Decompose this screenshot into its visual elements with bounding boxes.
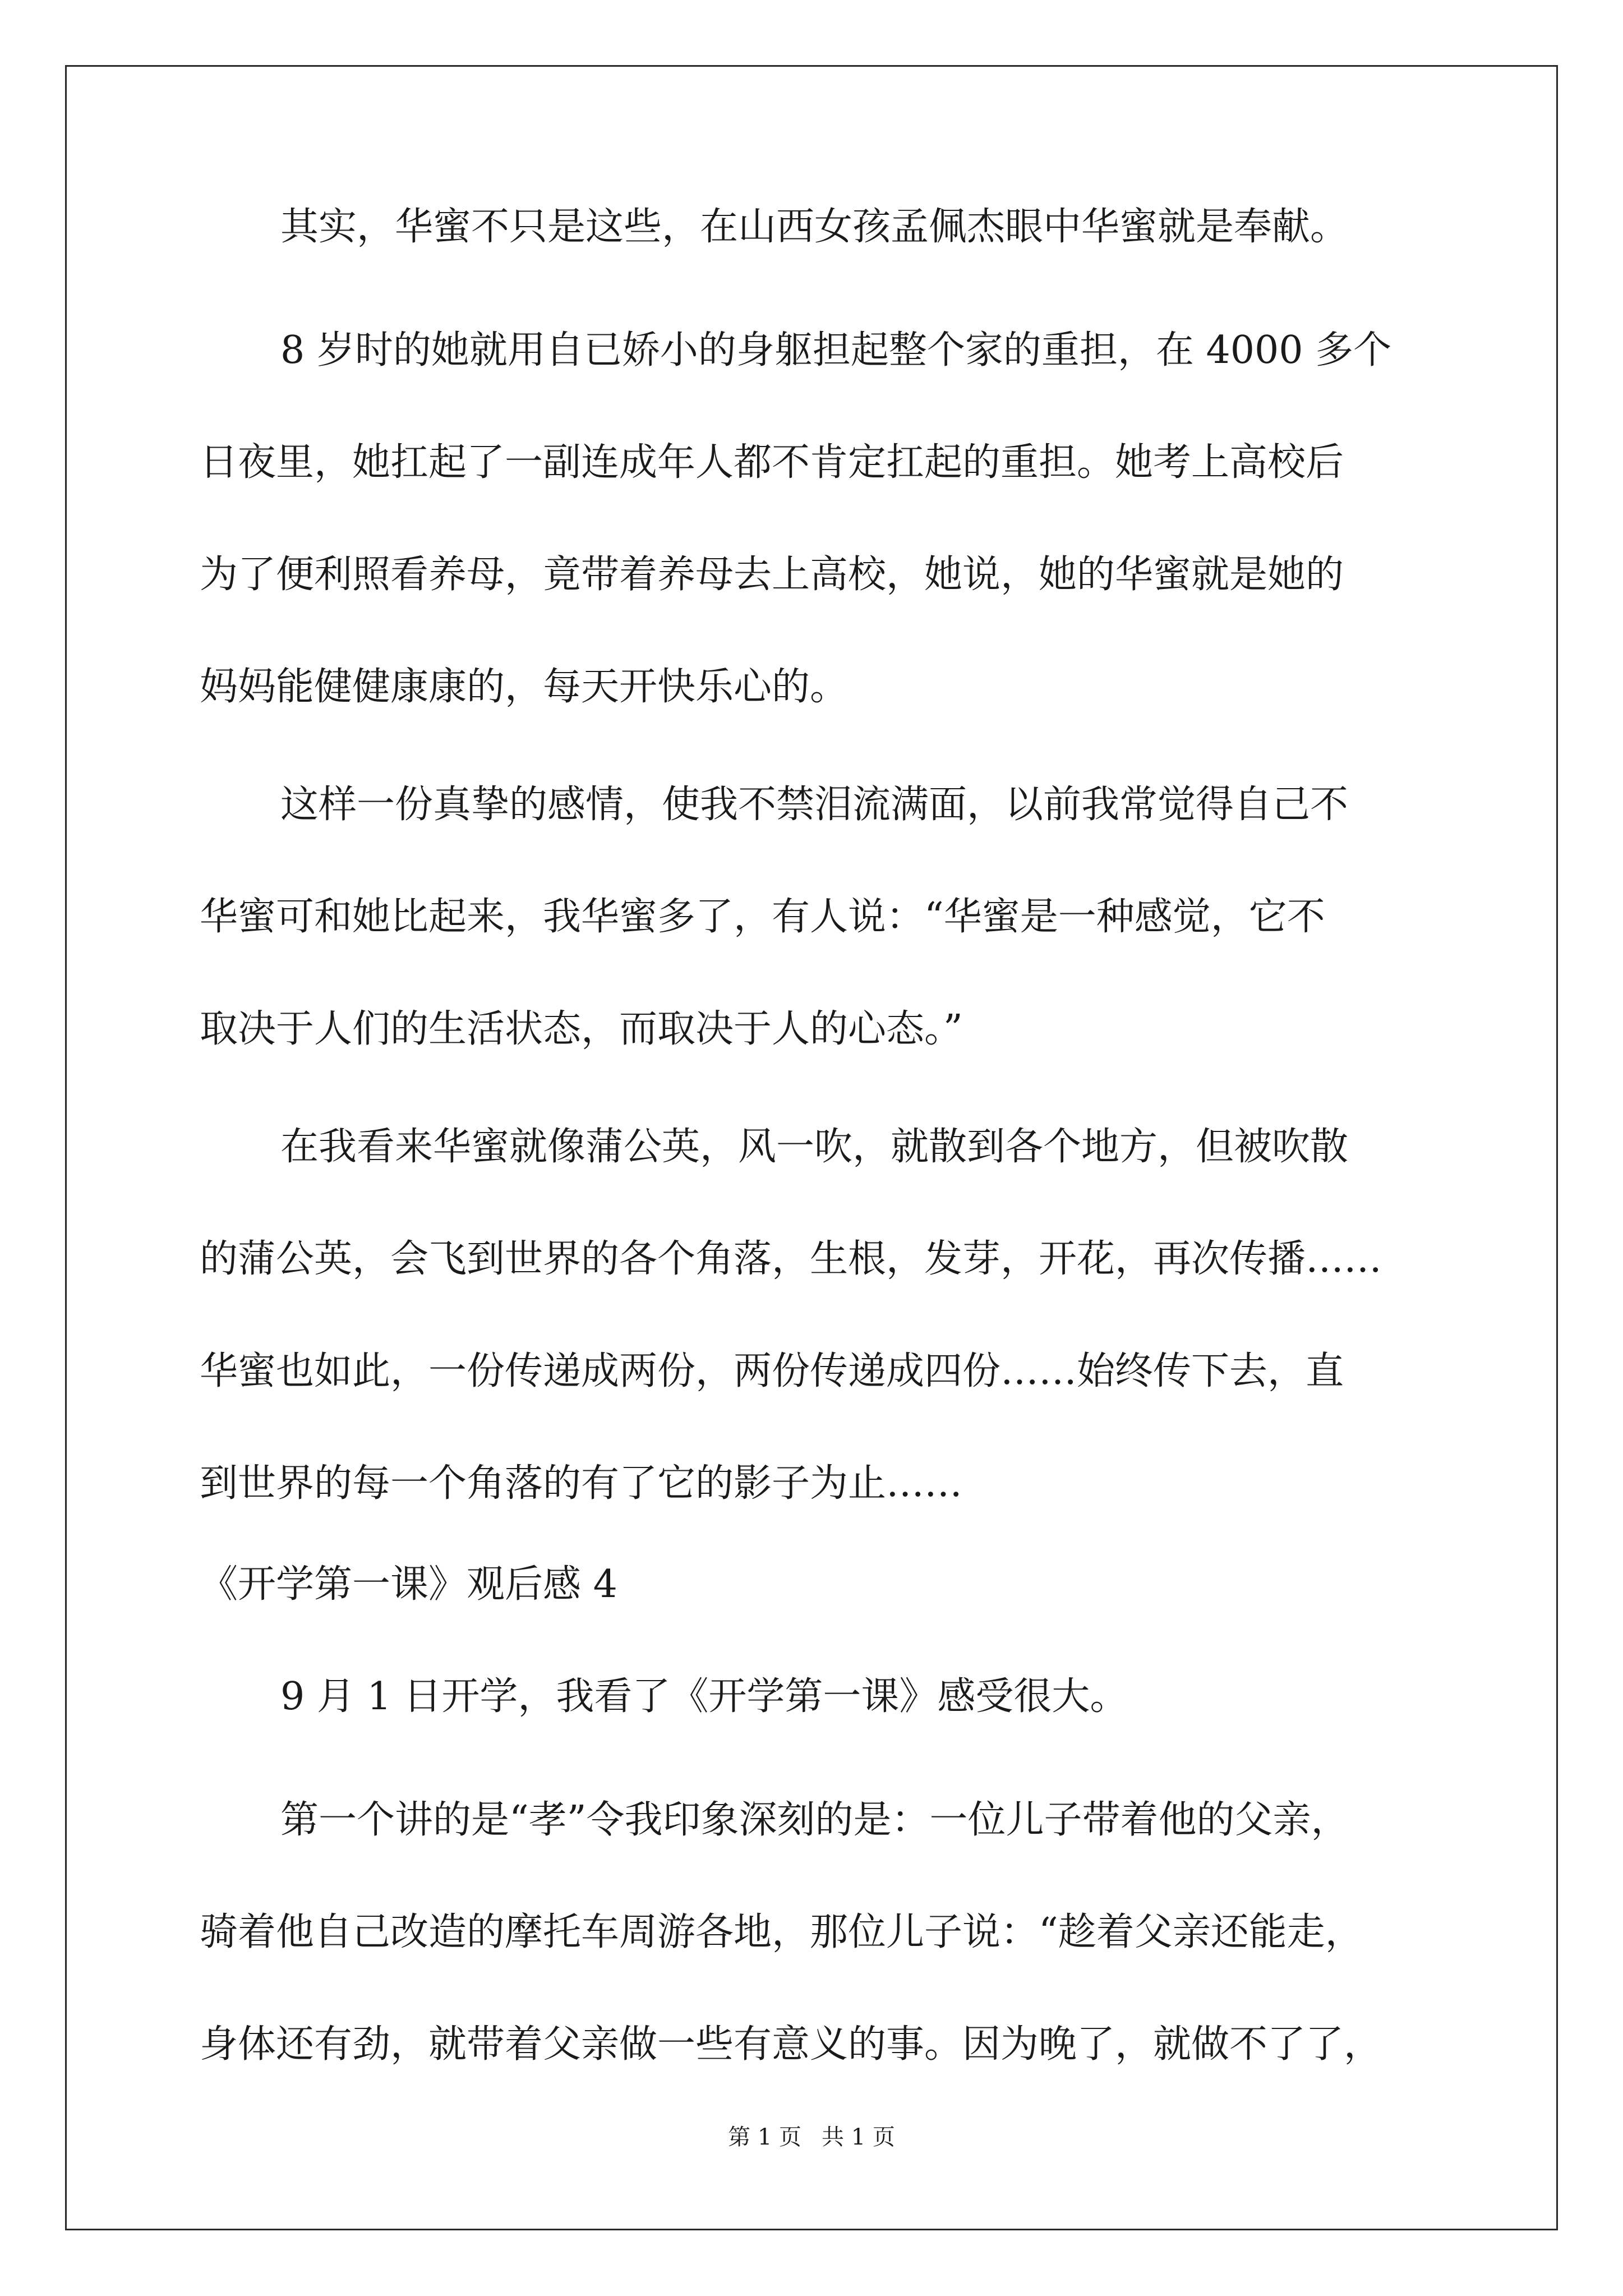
paragraph-line: 其实，华蜜不只是这些，在山西女孩孟佩杰眼中华蜜就是奉献。 bbox=[280, 205, 1349, 249]
paragraph-line: 在我看来华蜜就像蒲公英，风一吹，就散到各个地方，但被吹散 bbox=[280, 1125, 1349, 1169]
paragraph-line: 9 月 1 日开学，我看了《开学第一课》感受很大。 bbox=[280, 1674, 1128, 1719]
total-pages: 共 1 页 bbox=[822, 2124, 895, 2150]
paragraph-line: 8 岁时的她就用自已娇小的身躯担起整个家的重担，在 4000 多个 bbox=[280, 328, 1392, 372]
paragraph-line: 到世界的每一个角落的有了它的影子为止…… bbox=[200, 1461, 963, 1506]
section-heading: 《开学第一课》观后感 4 bbox=[200, 1562, 617, 1607]
paragraph-line: 的蒲公英，会飞到世界的各个角落，生根，发芽，开花，再次传播…… bbox=[200, 1237, 1382, 1281]
paragraph-line: 取决于人们的生活状态，而取决于人的心态。” bbox=[200, 1007, 963, 1051]
paragraph-line: 华蜜可和她比起来，我华蜜多了，有人说：“华蜜是一种感觉，它不 bbox=[200, 895, 1325, 939]
paragraph-line: 骑着他自己改造的摩托车周游各地，那位儿子说：“趁着父亲还能走， bbox=[200, 1910, 1363, 1954]
paragraph-line: 身体还有劲，就带着父亲做一些有意义的事。因为晚了，就做不了了， bbox=[200, 2022, 1382, 2067]
paragraph-line: 妈妈能健健康康的，每天开快乐心的。 bbox=[200, 665, 849, 709]
paragraph-line: 为了便利照看养母，竟带着养母去上高校，她说，她的华蜜就是她的 bbox=[200, 553, 1344, 597]
page-footer bbox=[0, 2123, 1623, 2151]
paragraph-line: 日夜里，她扛起了一副连成年人都不肯定扛起的重担。她考上高校后 bbox=[200, 440, 1344, 485]
page-number: 第 1 页 bbox=[728, 2124, 801, 2150]
paragraph-line: 华蜜也如此，一份传递成两份，两份传递成四份……始终传下去，直 bbox=[200, 1349, 1344, 1393]
paragraph-line: 第一个讲的是“孝”令我印象深刻的是：一位儿子带着他的父亲， bbox=[280, 1798, 1349, 1842]
paragraph-line: 这样一份真挚的感情，使我不禁泪流满面，以前我常觉得自己不 bbox=[280, 783, 1349, 827]
